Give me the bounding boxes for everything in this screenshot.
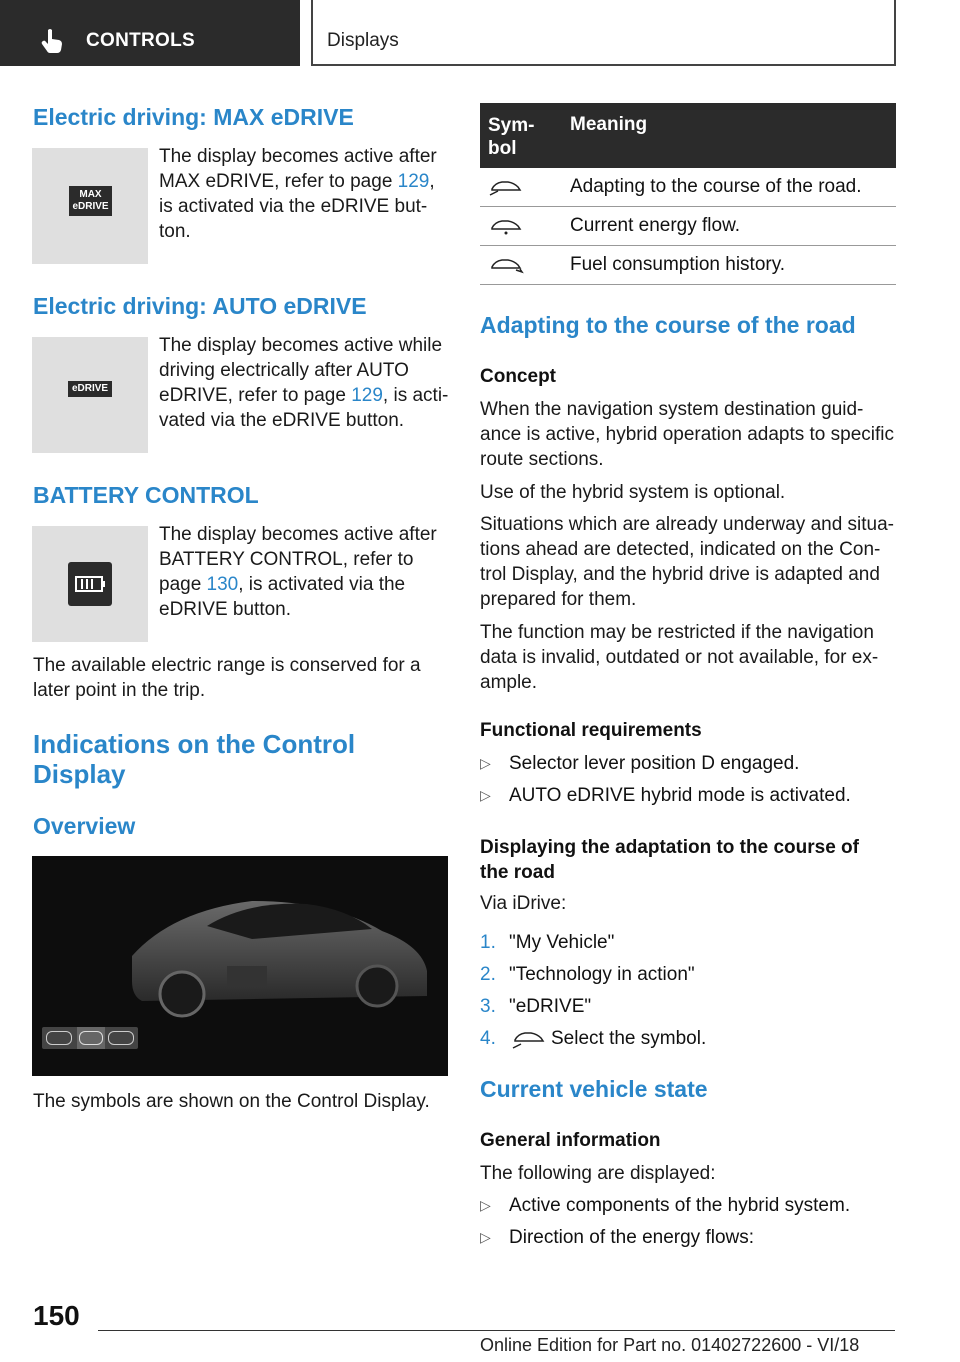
table-row (480, 246, 896, 285)
image-caption: The symbols are shown on the Control Display. (33, 1091, 430, 1112)
list-item-text: Selector lever position D engaged. (509, 753, 800, 774)
table-row (480, 168, 896, 207)
heading-functional-requirements: Functional requirements (480, 720, 702, 741)
text-line: eDRIVE button. (159, 599, 292, 620)
car-history-icon (488, 256, 524, 274)
header-line: bol (488, 138, 517, 159)
car-road-icon (488, 178, 524, 196)
meaning-text: Fuel consumption history. (570, 254, 786, 275)
text-line: The available electric range is conserved for a (33, 655, 421, 676)
car-energy-icon[interactable] (77, 1027, 105, 1049)
heading-adapting: Adapting to the course of the road (480, 312, 856, 338)
text-line: ample. (480, 672, 538, 693)
chapter-label: Displays (327, 30, 399, 51)
battery-control-description (159, 522, 437, 622)
step-text: Select the symbol. (551, 1028, 707, 1049)
step-item (480, 1028, 896, 1050)
via-idrive-text: Via iDrive: (480, 893, 567, 914)
table-row (480, 207, 896, 246)
heading-overview: Overview (33, 813, 136, 839)
auto-edrive-thumbnail (32, 337, 148, 453)
text-line: data is invalid, outdated or not available, for ex- (480, 647, 879, 668)
text-span: MAX eDRIVE, refer to page (159, 171, 398, 192)
car-energy-icon-shape (79, 1031, 103, 1045)
symbol-table (480, 103, 896, 285)
heading-line: Display (33, 759, 126, 789)
list-item-text: Active components of the hybrid system. (509, 1195, 851, 1216)
heading-general-information: General information (480, 1130, 661, 1151)
step-number: 2. (480, 964, 496, 985)
step-text: "Technology in action" (509, 964, 695, 985)
step-number: 1. (480, 932, 496, 953)
optional-paragraph: Use of the hybrid system is optional. (480, 482, 786, 503)
edrive-icon: eDRIVE (68, 381, 112, 397)
following-text: The following are displayed: (480, 1163, 716, 1184)
car-road-icon (509, 1028, 545, 1050)
text-span: , is activated via the (238, 574, 406, 595)
heading-line: Indications on the Control (33, 729, 356, 759)
list-item-text: AUTO eDRIVE hybrid mode is activated. (509, 785, 851, 806)
footer-divider (98, 1330, 895, 1331)
text-line: trol Display, and the hybrid drive is adapted and (480, 564, 880, 585)
text-line: When the navigation system destination guid- (480, 399, 864, 420)
heading-line: Displaying the adaptation to the course of (480, 837, 859, 858)
max-icon-line2: eDRIVE (72, 201, 109, 212)
max-edrive-icon (69, 186, 112, 216)
step-text: "eDRIVE" (509, 996, 592, 1017)
auto-edrive-description (159, 333, 448, 433)
triangle-bullet-icon: ▷ (480, 787, 491, 803)
meaning-text: Current energy flow. (570, 215, 741, 236)
meaning-text: Adapting to the course of the road. (570, 176, 862, 197)
max-icon-line1: MAX (79, 189, 102, 200)
control-display-image (32, 856, 448, 1076)
restriction-paragraph (480, 620, 878, 695)
step-number: 4. (480, 1028, 496, 1049)
page-header (0, 0, 960, 66)
heading-max-edrive: Electric driving: MAX eDRIVE (33, 104, 354, 130)
list-item-text: Direction of the energy flows: (509, 1227, 755, 1248)
symbol-strip (42, 1027, 138, 1049)
battery-control-thumbnail (32, 526, 148, 642)
step-text: "My Vehicle" (509, 932, 615, 953)
text-line: BATTERY CONTROL, refer to (159, 549, 414, 570)
heading-line: the road (480, 862, 555, 883)
page-link-129[interactable]: 129 (351, 385, 383, 406)
text-line (159, 169, 437, 194)
hand-pointer-icon (40, 28, 64, 54)
text-line: tions ahead are detected, indicated on the Con- (480, 539, 881, 560)
column-header-meaning: Meaning (570, 114, 648, 135)
car-road-icon[interactable] (46, 1031, 72, 1045)
concept-paragraph (480, 397, 894, 472)
text-span: eDRIVE, refer to page (159, 385, 352, 406)
step-item (480, 964, 896, 986)
text-line: ton. (159, 221, 191, 242)
column-header-symbol (488, 114, 534, 160)
text-line: is activated via the eDRIVE but- (159, 196, 428, 217)
battery-icon (68, 562, 112, 606)
text-line: vated via the eDRIVE button. (159, 410, 405, 431)
triangle-bullet-icon: ▷ (480, 1229, 491, 1245)
text-line: Situations which are already underway and situa- (480, 514, 895, 535)
page-number: 150 (33, 1300, 80, 1331)
heading-displaying-adaptation (480, 835, 859, 885)
text-line: ance is active, hybrid operation adapts to specific (480, 424, 895, 445)
page-link-130[interactable]: 130 (206, 574, 239, 595)
text-line (159, 572, 437, 597)
heading-current-vehicle-state: Current vehicle state (480, 1076, 708, 1102)
edition-text: Online Edition for Part no. 01402722600 - VI/18 (480, 1335, 860, 1355)
step-item (480, 932, 896, 954)
max-edrive-description (159, 144, 437, 244)
text-line: The display becomes active after (159, 146, 437, 167)
chapter-tab (311, 0, 896, 66)
section-tab-controls (0, 0, 300, 66)
text-line: driving electrically after AUTO (159, 360, 409, 381)
text-line: The display becomes active while (159, 335, 443, 356)
max-edrive-thumbnail (32, 148, 148, 264)
step-item (480, 996, 896, 1018)
text-line: route sections. (480, 449, 604, 470)
text-line: later point in the trip. (33, 680, 206, 701)
table-header (480, 103, 896, 168)
car-energy-icon (488, 217, 524, 235)
triangle-bullet-icon: ▷ (480, 1197, 491, 1213)
heading-concept: Concept (480, 366, 556, 387)
text-line: The function may be restricted if the navigation (480, 622, 874, 643)
text-line: The display becomes active after (159, 524, 437, 545)
car-history-icon[interactable] (108, 1031, 134, 1045)
text-span: , (429, 171, 435, 192)
section-label: CONTROLS (86, 30, 196, 51)
situations-paragraph (480, 512, 894, 612)
text-line (159, 383, 448, 408)
text-span: , is acti- (382, 385, 449, 406)
heading-auto-edrive: Electric driving: AUTO eDRIVE (33, 293, 367, 319)
heading-indications (33, 729, 355, 789)
header-line: Sym- (488, 115, 535, 136)
triangle-bullet-icon: ▷ (480, 755, 491, 771)
range-paragraph (33, 653, 421, 703)
page-link-129[interactable]: 129 (397, 171, 430, 192)
heading-battery-control: BATTERY CONTROL (33, 482, 259, 508)
text-span: page (159, 574, 207, 595)
text-line: prepared for them. (480, 589, 637, 610)
step-number: 3. (480, 996, 496, 1017)
